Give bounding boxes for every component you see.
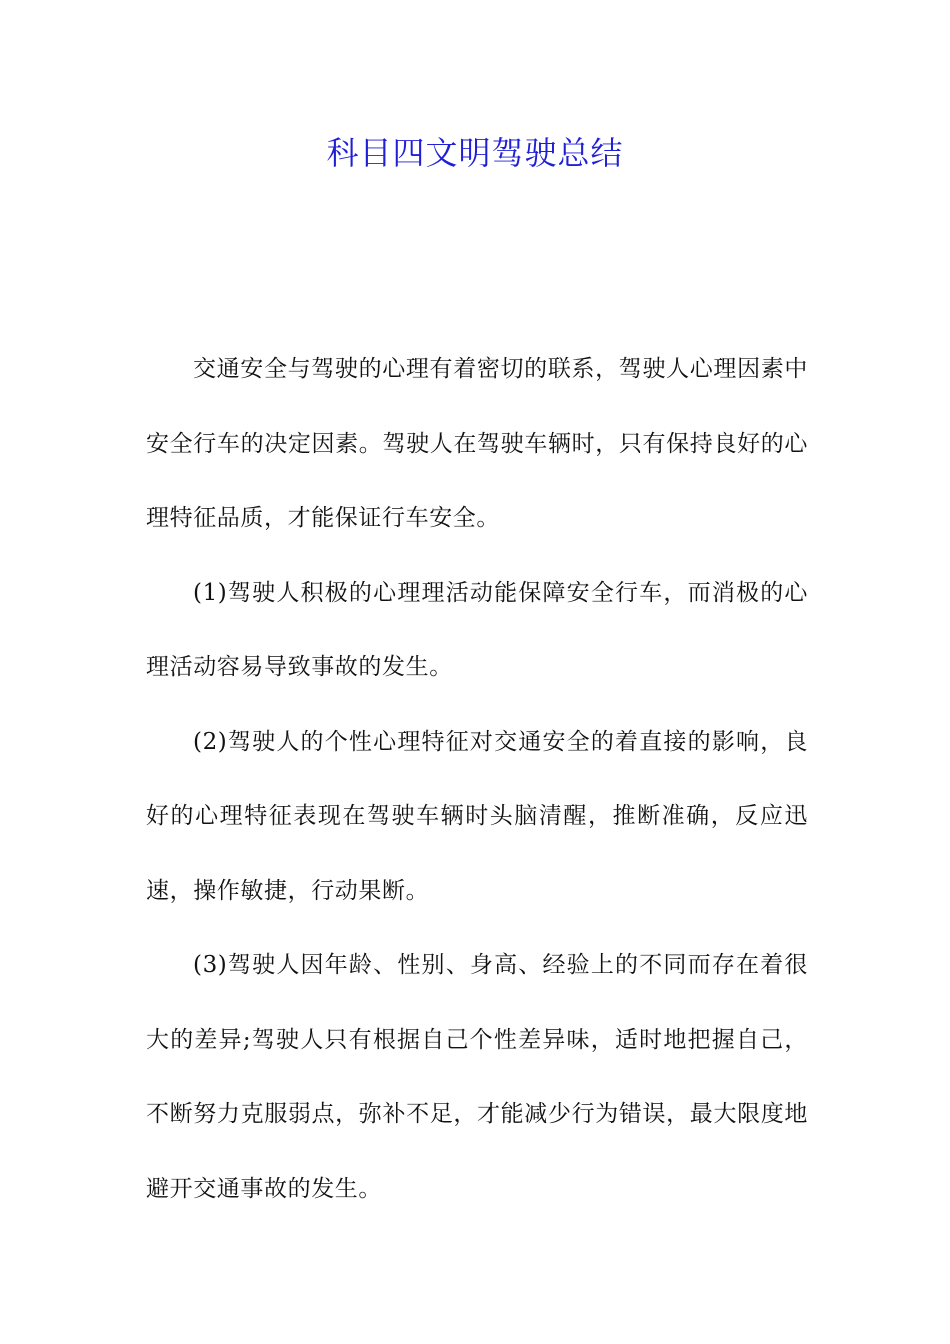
paragraph-point-2: (2)驾驶人的个性心理特征对交通安全的着直接的影响，良好的心理特征表现在驾驶车辆时头脑清醒，推断准确，反应迅速，操作敏捷，行动果断。 — [146, 728, 808, 904]
paragraph-point-1: (1)驾驶人积极的心理理活动能保障安全行车，而消极的心理活动容易导致事故的发生。 — [146, 579, 808, 680]
document-body — [146, 332, 808, 1226]
paragraph-intro: 交通安全与驾驶的心理有着密切的联系，驾驶人心理因素中安全行车的决定因素。驾驶人在驾驶车辆时，只有保持良好的心理特征品质，才能保证行车安全。 — [146, 356, 808, 531]
paragraph-point-3: (3)驾驶人因年龄、性别、身高、经验上的不同而存在着很大的差异;驾驶人只有根据自己个性差异味，适时地把握自己，不断努力克服弱点，弥补不足，才能减少行为错误，最大限度地避开交通事故的发生。 — [146, 952, 808, 1202]
document-title: 科目四文明驾驶总结 — [326, 134, 624, 172]
